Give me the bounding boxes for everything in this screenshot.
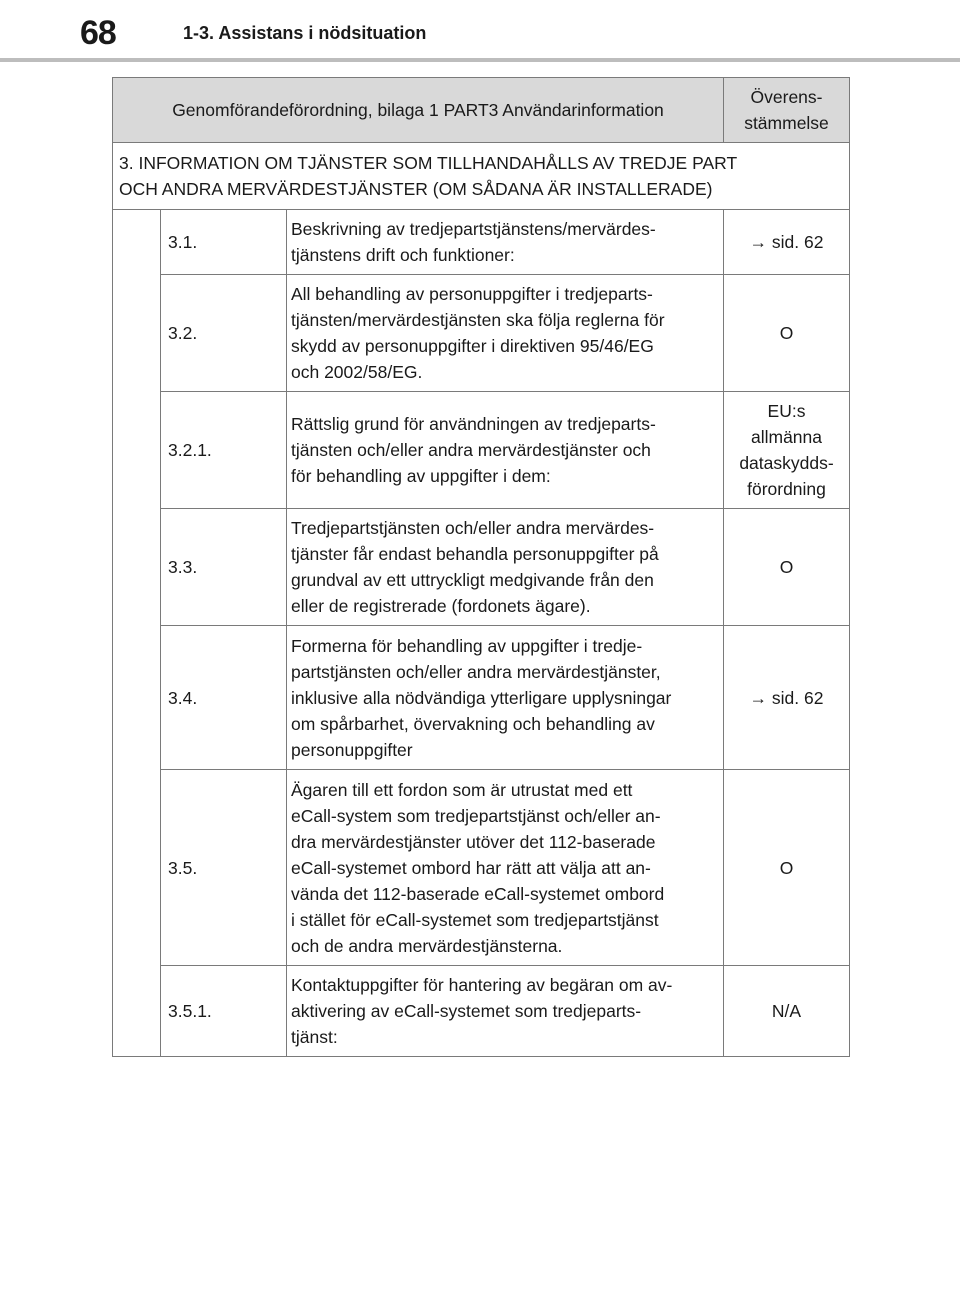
reference-line: dataskydds- xyxy=(739,453,834,473)
section-heading-line: 3. INFORMATION OM TJÄNSTER SOM TILLHANDAHÅLLS AV TREDJE PART xyxy=(119,153,738,173)
header-divider xyxy=(0,58,960,62)
description-line: och 2002/58/EG. xyxy=(291,362,423,382)
description-line: Beskrivning av tredjepartstjänstens/mervärdes- xyxy=(291,219,656,239)
table-body xyxy=(113,210,850,1057)
table-row xyxy=(113,210,850,275)
section-heading-cell xyxy=(113,143,850,210)
table-row xyxy=(113,509,850,626)
table-row xyxy=(113,392,850,509)
row-number-cell: 3.5.1. xyxy=(161,966,287,1057)
description-line: tjänstens drift och funktioner: xyxy=(291,245,515,265)
row-number-cell: 3.1. xyxy=(161,210,287,275)
row-description-cell xyxy=(287,966,724,1057)
page-header xyxy=(0,0,960,64)
row-number-cell: 3.2. xyxy=(161,275,287,392)
row-reference-cell xyxy=(724,509,850,626)
compliance-table-container xyxy=(112,77,849,1057)
row-reference-cell xyxy=(724,770,850,966)
table-row xyxy=(113,966,850,1057)
section-title: 1-3. Assistans i nödsituation xyxy=(183,23,427,43)
section-heading-line: OCH ANDRA MERVÄRDESTJÄNSTER (OM SÅDANA ÄR INSTALLERADE) xyxy=(119,179,713,199)
description-line: inklusive alla nödvändiga ytterligare upplysningar xyxy=(291,687,672,708)
description-line: tjänsten/mervärdestjänsten ska följa reglerna för xyxy=(291,310,665,330)
row-description-cell xyxy=(287,210,724,275)
reference-line: förordning xyxy=(747,479,826,499)
description-line: personuppgifter xyxy=(291,739,413,760)
description-line: Formerna för behandling av uppgifter i tredje- xyxy=(291,635,643,656)
description-line: All behandling av personuppgifter i tredjeparts- xyxy=(291,284,653,304)
row-number-cell: 3.5. xyxy=(161,770,287,966)
row-reference-cell xyxy=(724,626,850,770)
description-line: Kontaktuppgifter för hantering av begäran om av- xyxy=(291,975,673,995)
indent-cell xyxy=(113,210,161,1057)
description-line: eCall-system som tredjepartstjänst och/eller an- xyxy=(291,805,661,826)
description-line: i stället för eCall-systemet som tredjepartstjänst xyxy=(291,909,659,930)
reference-line: N/A xyxy=(771,1001,802,1021)
row-description-cell xyxy=(287,275,724,392)
description-line: partstjänsten och/eller andra mervärdestjänster, xyxy=(291,661,661,682)
description-line: tjänst: xyxy=(291,1027,338,1047)
row-description-cell xyxy=(287,626,724,770)
compliance-table xyxy=(112,77,850,1057)
header-main-cell: Genomförandeförordning, bilaga 1 PART3 Användarinformation xyxy=(113,78,724,143)
reference-line: → sid. 62 xyxy=(749,687,824,708)
page-number: 68 xyxy=(80,14,116,52)
description-line: tjänsten och/eller andra mervärdestjänster och xyxy=(291,440,651,460)
row-number-cell: 3.2.1. xyxy=(161,392,287,509)
header-ref-line: stämmelse xyxy=(744,113,829,133)
description-line: eller de registrerade (fordonets ägare). xyxy=(291,596,591,616)
reference-line: EU:s xyxy=(767,401,806,421)
reference-line: → sid. 62 xyxy=(749,232,824,252)
reference-line: O xyxy=(779,857,794,878)
row-reference-cell xyxy=(724,275,850,392)
reference-line: O xyxy=(779,557,794,577)
description-line: aktivering av eCall-systemet som tredjeparts- xyxy=(291,1001,642,1021)
description-line: och de andra mervärdestjänsterna. xyxy=(291,935,563,956)
table-header-row xyxy=(113,78,850,143)
row-reference-cell xyxy=(724,966,850,1057)
header-ref-line: Överens- xyxy=(750,87,823,107)
description-line: om spårbarhet, övervakning och behandling av xyxy=(291,713,655,734)
table-row xyxy=(113,770,850,966)
description-line: tjänster får endast behandla personuppgifter på xyxy=(291,544,659,564)
description-line: Tredjepartstjänsten och/eller andra mervärdes- xyxy=(291,518,655,538)
description-line: eCall-systemet ombord har rätt att välja att an- xyxy=(291,857,651,878)
description-line: Ägaren till ett fordon som är utrustat med ett xyxy=(291,779,633,800)
header-ref-cell xyxy=(724,78,850,143)
row-reference-cell xyxy=(724,210,850,275)
row-description-cell xyxy=(287,770,724,966)
description-line: för behandling av uppgifter i dem: xyxy=(291,466,551,486)
row-number-cell: 3.3. xyxy=(161,509,287,626)
description-line: dra mervärdestjänster utöver det 112-baserade xyxy=(291,831,656,852)
reference-line: O xyxy=(779,323,794,343)
row-description-cell xyxy=(287,392,724,509)
reference-line: allmänna xyxy=(750,427,823,447)
row-number-cell: 3.4. xyxy=(161,626,287,770)
description-line: vända det 112-baserade eCall-systemet ombord xyxy=(291,883,665,904)
description-line: Rättslig grund för användningen av tredjeparts- xyxy=(291,414,656,434)
description-line: skydd av personuppgifter i direktiven 95/46/EG xyxy=(291,336,654,356)
row-reference-cell xyxy=(724,392,850,509)
table-row xyxy=(113,275,850,392)
table-row xyxy=(113,626,850,770)
description-line: grundval av ett uttryckligt medgivande från den xyxy=(291,570,654,590)
row-description-cell xyxy=(287,509,724,626)
section-heading-row xyxy=(113,143,850,210)
